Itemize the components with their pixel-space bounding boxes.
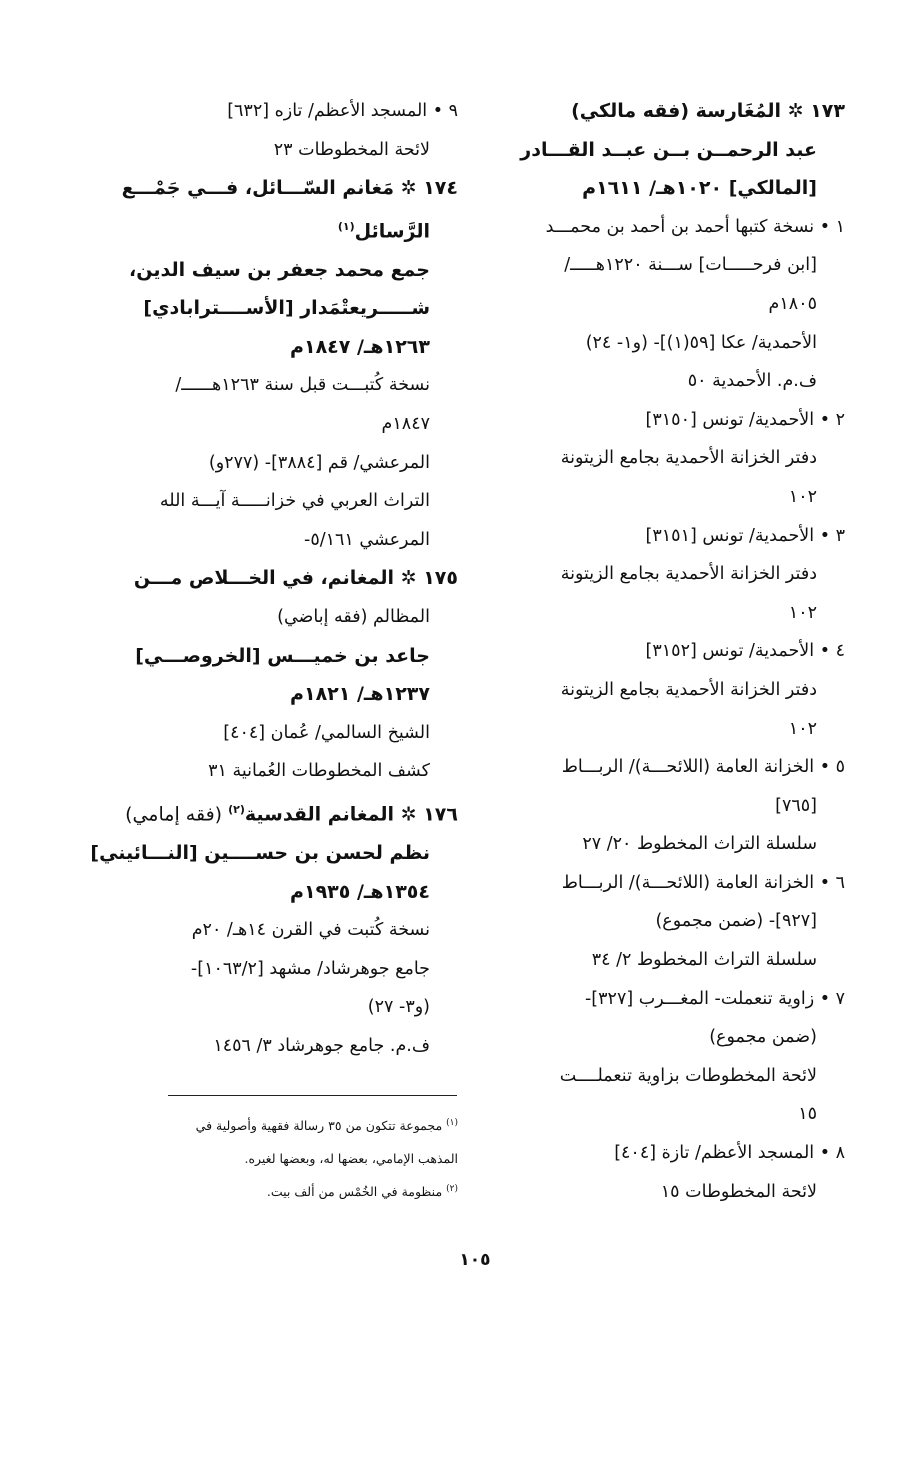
- left-column-line: [118, 752, 458, 791]
- left-column-line: [118, 791, 458, 834]
- left-column-line: [118, 208, 458, 251]
- line-text: نظم لحسن بن حســــين [النـــائيني]: [90, 841, 430, 864]
- right-column-line: [470, 324, 845, 363]
- right-column-line: [470, 748, 845, 787]
- line-text: شـــــريعتْمَدار [الأســــترابادي]: [143, 297, 430, 320]
- right-column-line: [470, 787, 845, 826]
- line-text: المرعشي/ قم [٣٨٨٤]- (٢٧٧و): [208, 452, 430, 473]
- right-column-line: [470, 1095, 845, 1134]
- line-text: [المالكي] ١٠٢٠هـ/ ١٦١١م: [582, 177, 817, 200]
- left-column-line: [118, 559, 458, 598]
- line-text: (و٣- ٢٧): [367, 997, 430, 1018]
- line-text: جامع جوهرشاد/ مشهد [١٠٦٣/٢]-: [190, 958, 430, 979]
- right-column-line: [470, 710, 845, 749]
- left-column-line: [118, 92, 458, 131]
- footnote-text: منظومة في الخُمْس من ألف بيت.: [266, 1184, 443, 1200]
- right-column-line: [470, 169, 845, 208]
- left-column-line: [118, 873, 458, 912]
- footnote-reference: (١): [337, 219, 355, 233]
- line-text: لائحة المخطوطات ١٥: [660, 1181, 817, 1202]
- line-text: دفتر الخزانة الأحمدية بجامع الزيتونة: [560, 448, 817, 469]
- line-text: (ضمن مجموع): [709, 1027, 817, 1048]
- line-text: ٦ • الخزانة العامة (اللائحـــة)/ الربـــاط: [561, 872, 845, 893]
- line-text: عبد الرحمــن بــن عبــد القـــادر: [520, 138, 817, 161]
- page-number: ١٠٥: [459, 1250, 491, 1270]
- right-column-line: [470, 246, 845, 285]
- left-column-line: [118, 289, 458, 328]
- line-text: ٩ • المسجد الأعظم/ تازه [٦٣٢]: [227, 101, 458, 121]
- right-column-line: [470, 478, 845, 517]
- line-suffix: (فقه إمامي): [125, 803, 229, 826]
- line-text: ١٧٥ ✲ المغانم، في الخـــلاص مـــن: [133, 567, 458, 590]
- right-column-line: [470, 941, 845, 980]
- right-column-line: [470, 864, 845, 903]
- footnote-separator: [168, 1095, 457, 1096]
- line-text: ٤ • الأحمدية/ تونس [٣١٥٢]: [645, 641, 845, 662]
- right-column-line: [470, 594, 845, 633]
- line-text: سلسلة التراث المخطوط ٢٠/ ٢٧: [582, 834, 817, 855]
- right-column-line: [470, 671, 845, 710]
- left-column-line: [118, 482, 458, 521]
- right-column-line: [470, 1018, 845, 1057]
- line-text: ١٢٦٣هـ/ ١٨٤٧م: [290, 335, 430, 358]
- line-text: نسخة كُتبت في القرن ١٤هـ/ ٢٠م: [191, 920, 430, 941]
- right-column-line: [470, 555, 845, 594]
- line-text: المرعشي ٥/١٦١-: [304, 529, 430, 550]
- line-text: ١٠٢: [788, 718, 817, 739]
- line-text: ١٨٠٥م: [768, 293, 817, 314]
- footnote-text: مجموعة تتكون من ٣٥ رسالة فقهية وأصولية في: [195, 1118, 443, 1134]
- footnote-reference: (٢): [228, 803, 245, 817]
- line-text: دفتر الخزانة الأحمدية بجامع الزيتونة: [560, 679, 817, 700]
- right-column-line: [470, 439, 845, 478]
- line-text: ٢ • الأحمدية/ تونس [٣١٥٠]: [645, 409, 845, 430]
- right-column-line: [470, 208, 845, 247]
- line-text: ٣ • الأحمدية/ تونس [٣١٥١]: [645, 525, 845, 546]
- right-column-line: [470, 825, 845, 864]
- right-column-line: [470, 131, 845, 170]
- line-text: الشيخ السالمي/ عُمان [٤٠٤]: [223, 722, 430, 743]
- left-column-line: [118, 169, 458, 208]
- line-text: ٥ • الخزانة العامة (اللائحـــة)/ الربـــاط: [561, 757, 845, 778]
- left-column-line: [118, 714, 458, 753]
- right-column-line: [470, 92, 845, 131]
- line-text: الأحمدية/ عكا [٥٩(١)]- (و١- ٢٤): [585, 332, 817, 353]
- left-column-line: [118, 444, 458, 483]
- line-text: ١ • نسخة كتبها أحمد بن أحمد بن محمـــد: [545, 216, 845, 237]
- left-column-line: [118, 521, 458, 560]
- line-text: دفتر الخزانة الأحمدية بجامع الزيتونة: [560, 564, 817, 585]
- left-column-line: [118, 637, 458, 676]
- line-text: الرَّسائل: [354, 220, 430, 243]
- line-text: نسخة كُتبـــت قبل سنة ١٢٦٣هــــــ/: [175, 375, 430, 396]
- left-column-line: [118, 1027, 458, 1066]
- line-text: جمع محمد جعفر بن سيف الدين،: [129, 258, 430, 281]
- line-text: ١٨٤٧م: [381, 414, 430, 435]
- left-column-line: [118, 598, 458, 637]
- line-text: المظالم (فقه إباضي): [277, 607, 430, 628]
- footnote-text: المذهب الإمامي، بعضها له، وبعضها لغيره.: [244, 1151, 458, 1166]
- left-column-line: [118, 675, 458, 714]
- left-column-line: [118, 366, 458, 405]
- line-text: ١٧٤ ✲ مَغانم السّـــائل، فـــي جَمْـــع: [121, 177, 458, 200]
- right-column-line: [470, 632, 845, 671]
- left-column-line: [118, 328, 458, 367]
- right-column-line: [470, 362, 845, 401]
- line-text: [ابن فرحـــــات] ســـنة ١٢٢٠هـــــ/: [564, 255, 817, 276]
- line-text: ١٣٥٤هـ/ ١٩٣٥م: [290, 880, 430, 903]
- right-column-line: [470, 1057, 845, 1096]
- line-text: ٧ • زاوية تنعملت- المغـــرب [٣٢٧]-: [584, 988, 845, 1009]
- footnote-1-cont: [118, 1151, 458, 1166]
- footnote-2: [118, 1184, 458, 1199]
- line-text: التراث العربي في خزانـــــة آيـــة الله: [159, 491, 430, 512]
- left-column-line: [118, 405, 458, 444]
- line-text: ٨ • المسجد الأعظم/ تازة [٤٠٤]: [614, 1143, 845, 1164]
- line-text: ١٥: [798, 1104, 817, 1125]
- line-text: لائحة المخطوطات ٢٣: [273, 139, 430, 160]
- right-column-line: [470, 1173, 845, 1212]
- footnote-marker: (٢): [446, 1184, 458, 1194]
- left-column-line: [90, 834, 458, 873]
- footnote-marker: (١): [446, 1118, 458, 1128]
- right-column-line: [470, 1134, 845, 1173]
- right-column-line: [470, 517, 845, 556]
- left-column-line: [118, 251, 458, 290]
- right-column-line: [470, 401, 845, 440]
- left-column-line: [118, 911, 458, 950]
- line-text: [٧٦٥]: [775, 795, 817, 816]
- footnote-1: [118, 1118, 458, 1133]
- line-text: ف.م. جامع جوهرشاد ٣/ ١٤٥٦: [213, 1035, 430, 1056]
- right-column: [470, 92, 845, 1211]
- right-column-line: [470, 980, 845, 1019]
- line-text: ف.م. الأحمدية ٥٠: [687, 371, 817, 392]
- line-text: جاعد بن خميـــس [الخروصـــي]: [135, 644, 430, 667]
- line-text: ١٠٢: [788, 602, 817, 623]
- line-text: ١٧٦ ✲ المغانم القدسية: [244, 803, 458, 826]
- line-text: لائحة المخطوطات بزاوية تنعملــــت: [559, 1065, 817, 1086]
- line-text: كشف المخطوطات العُمانية ٣١: [208, 761, 430, 782]
- right-column-line: [470, 902, 845, 941]
- line-text: [٩٢٧]- (ضمن مجموع): [655, 911, 817, 932]
- left-column-line: [118, 131, 458, 170]
- left-column-line: [118, 950, 458, 989]
- line-text: ١٠٢: [788, 486, 817, 507]
- line-text: ١٢٣٧هـ/ ١٨٢١م: [290, 683, 430, 706]
- left-column: [90, 92, 458, 1066]
- left-column-line: [118, 988, 458, 1027]
- line-text: سلسلة التراث المخطوط ٢/ ٣٤: [591, 950, 817, 971]
- line-text: ١٧٣ ✲ المُغَارسة (فقه مالكي): [571, 100, 845, 122]
- right-column-line: [470, 285, 845, 324]
